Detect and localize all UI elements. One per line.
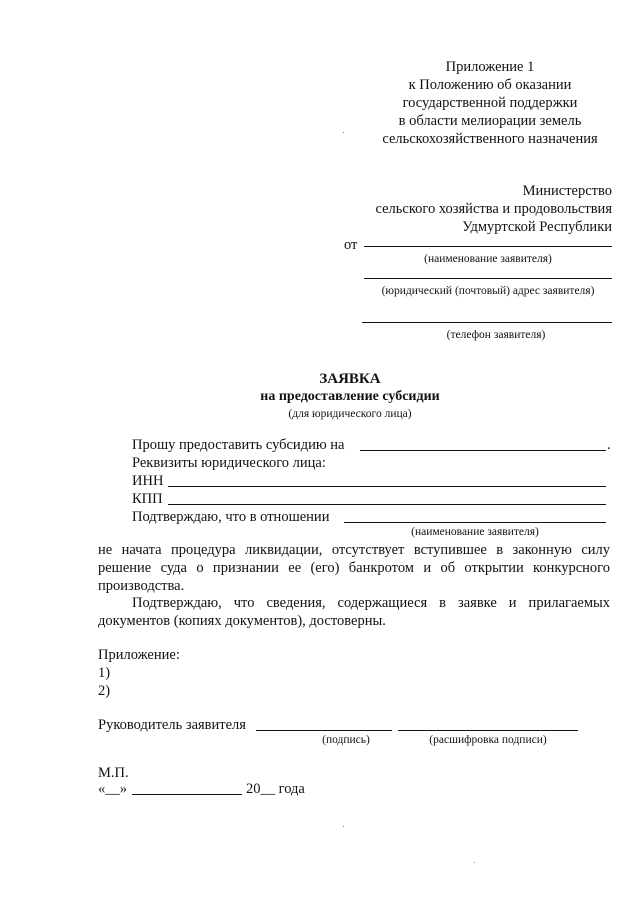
addressee-line-3: Удмуртской Республики: [462, 219, 612, 235]
appendix-line-5: сельскохозяйственного назначения: [382, 131, 598, 147]
applicant-name-caption: (наименование заявителя): [424, 253, 552, 265]
confirm-caption: (наименование заявителя): [411, 526, 539, 538]
signature-decode-caption: (расшифровка подписи): [429, 734, 547, 746]
appendix-line-3: государственной поддержки: [402, 95, 578, 111]
date-day: «__»: [98, 781, 127, 797]
requisites-label: Реквизиты юридического лица:: [132, 455, 326, 471]
title-sub: на предоставление субсидии: [260, 389, 440, 404]
request-label: Прошу предоставить субсидию на: [132, 437, 345, 453]
attachments-label: Приложение:: [98, 647, 180, 663]
para1-line-2: решение суда о признании ее (его) банкротом и об открытии конкурсного: [98, 560, 610, 576]
title-main: ЗАЯВКА: [319, 371, 381, 387]
confirm-line: [344, 522, 606, 523]
appendix-line-1: Приложение 1: [445, 59, 535, 75]
applicant-name-line: [364, 246, 612, 247]
signature-decode-line: [398, 730, 578, 731]
signature-label: Руководитель заявителя: [98, 717, 246, 733]
inn-line: [168, 486, 606, 487]
scan-speck: [474, 862, 475, 863]
scan-speck: [343, 132, 344, 133]
attachment-item-2: 2): [98, 683, 111, 699]
address-line: [364, 278, 612, 279]
kpp-label: КПП: [132, 491, 163, 507]
phone-caption: (телефон заявителя): [446, 329, 546, 341]
inn-label: ИНН: [132, 473, 164, 489]
attachment-item-1: 1): [98, 665, 111, 681]
title-note: (для юридического лица): [288, 408, 412, 420]
date-month-line: [132, 794, 242, 795]
stamp-label: М.П.: [98, 765, 129, 781]
appendix-line-2: к Положению об оказании: [408, 77, 572, 93]
para2-line-2: документов (копиях документов), достоверны.: [98, 613, 386, 629]
confirm-label: Подтверждаю, что в отношении: [132, 509, 330, 525]
request-line: [360, 450, 606, 451]
para1-line-3: производства.: [98, 578, 185, 594]
from-label: от: [344, 237, 358, 253]
address-caption: (юридический (почтовый) адрес заявителя): [381, 285, 595, 297]
appendix-line-4: в области мелиорации земель: [398, 113, 582, 129]
phone-line: [362, 322, 612, 323]
kpp-line: [168, 504, 606, 505]
para1-line-1: не начата процедура ликвидации, отсутствует вступившее в законную силу: [98, 542, 610, 558]
addressee-line-2: сельского хозяйства и продовольствия: [375, 201, 612, 217]
date-year: 20__ года: [246, 781, 305, 797]
signature-line: [256, 730, 392, 731]
signature-caption: (подпись): [322, 734, 370, 746]
request-end: .: [607, 437, 611, 453]
scan-speck: [343, 826, 344, 827]
para2-line-1: Подтверждаю, что сведения, содержащиеся в заявке и прилагаемых: [132, 595, 610, 611]
addressee-line-1: Министерство: [522, 183, 612, 199]
